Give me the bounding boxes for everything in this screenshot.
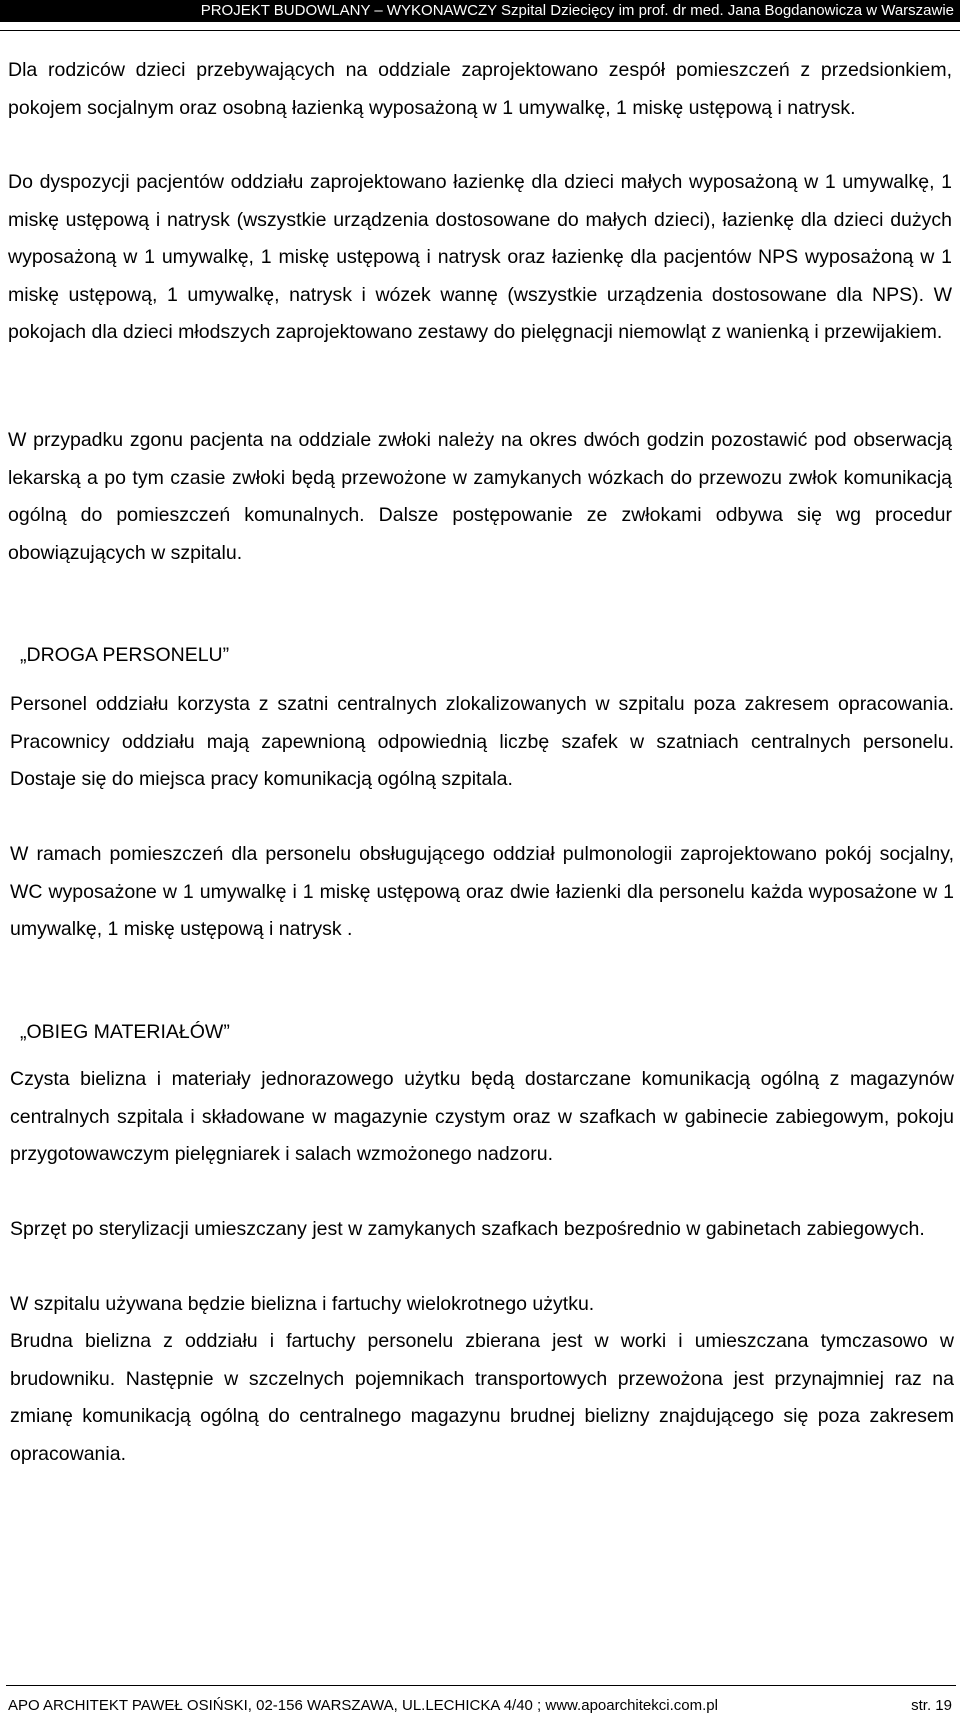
page-number: str. 19 [911, 1697, 952, 1714]
footer-divider [6, 1685, 956, 1686]
page-footer [8, 1696, 952, 1716]
paragraph-patient-bathrooms: Do dyspozycji pacjentów oddziału zaprojektowano łazienkę dla dzieci małych wyposażoną w 1 umywalkę, 1 miskę ustępową i natrysk (wszystkie urządzenia dostosowane do małych dzieci), łazienkę dla dzieci dużych wyposażoną w 1 umywalkę, 1 miskę ustępową i natrysk oraz łazienkę dla pacjentów NPS wyposażoną w 1 miskę ustępową, 1 umywalkę, natrysk i wózek wannę (wszystkie urządzenia dostosowane dla NPS). W pokojach dla dzieci młodszych zaprojektowano zestawy do pielęgnacji niemowląt z wanienką i przewijakiem. [8, 171, 952, 343]
paragraph-deceased-procedure: W przypadku zgonu pacjenta na oddziale zwłoki należy na okres dwóch godzin pozostawić pod obserwacją lekarską a po tym czasie zwłoki będą przewożone w zamykanych wózkach do przewozu zwłok komunikacją ogólną do pomieszczeń komunalnych. Dalsze postępowanie ze zwłokami odbywa się wg procedur obowiązujących w szpitalu. [8, 429, 952, 564]
heading-materials-flow: „OBIEG MATERIAŁÓW” [20, 1021, 230, 1043]
paragraph-staff-rooms: W ramach pomieszczeń dla personelu obsługującego oddział pulmonologii zaprojektowano pokój socjalny, WC wyposażone w 1 umywalkę i 1 miskę ustępową oraz dwie łazienki dla personelu każda wyposażone w 1 umywalkę, 1 miskę ustępową i natrysk . [10, 843, 954, 940]
footer-company: APO ARCHITEKT PAWEŁ OSIŃSKI, 02-156 WARSZAWA, UL.LECHICKA 4/40 ; www.apoarchitekci.com.pl [8, 1697, 718, 1714]
header-divider [0, 30, 960, 31]
heading-staff-route: „DROGA PERSONELU” [20, 644, 230, 666]
page-header [0, 0, 960, 22]
paragraph-parents-rooms: Dla rodziców dzieci przebywających na oddziale zaprojektowano zespół pomieszczeń z przedsionkiem, pokojem socjalnym oraz osobną łazienką wyposażoną w 1 umywalkę, 1 miskę ustępową i natrysk. [8, 59, 952, 119]
paragraph-staff-lockers: Personel oddziału korzysta z szatni centralnych zlokalizowanych w szpitalu poza zakresem opracowania. Pracownicy oddziału mają zapewnioną odpowiednią liczbę szafek w szatniach centralnych personelu. Dostaje się do miejsca pracy komunikacją ogólną szpitala. [10, 693, 954, 790]
paragraph-clean-linen: Czysta bielizna i materiały jednorazowego użytku będą dostarczane komunikacją ogólną z magazynów centralnych szpitala i składowane w magazynie czystym oraz w szafkach w gabinecie zabiegowym, pokoju przygotowawczym pielęgniarek i salach wzmożonego nadzoru. [10, 1068, 954, 1165]
paragraph-dirty-linen: Brudna bielizna z oddziału i fartuchy personelu zbierana jest w worki i umieszczana tymczasowo w brudowniku. Następnie w szczelnych pojemnikach transportowych przewożona jest przynajmniej raz na zmianę komunikacją ogólną do centralnego magazynu brudnej bielizny znajdującego się poza zakresem opracowania. [10, 1330, 954, 1465]
paragraph-reusable-linen: W szpitalu używana będzie bielizna i fartuchy wielokrotnego użytku. [10, 1293, 595, 1315]
header-text: PROJEKT BUDOWLANY – WYKONAWCZY Szpital Dziecięcy im prof. dr med. Jana Bogdanowicza w Warszawie [200, 2, 954, 19]
paragraph-sterilization: Sprzęt po sterylizacji umieszczany jest w zamykanych szafkach bezpośrednio w gabinetach zabiegowych. [10, 1218, 925, 1240]
